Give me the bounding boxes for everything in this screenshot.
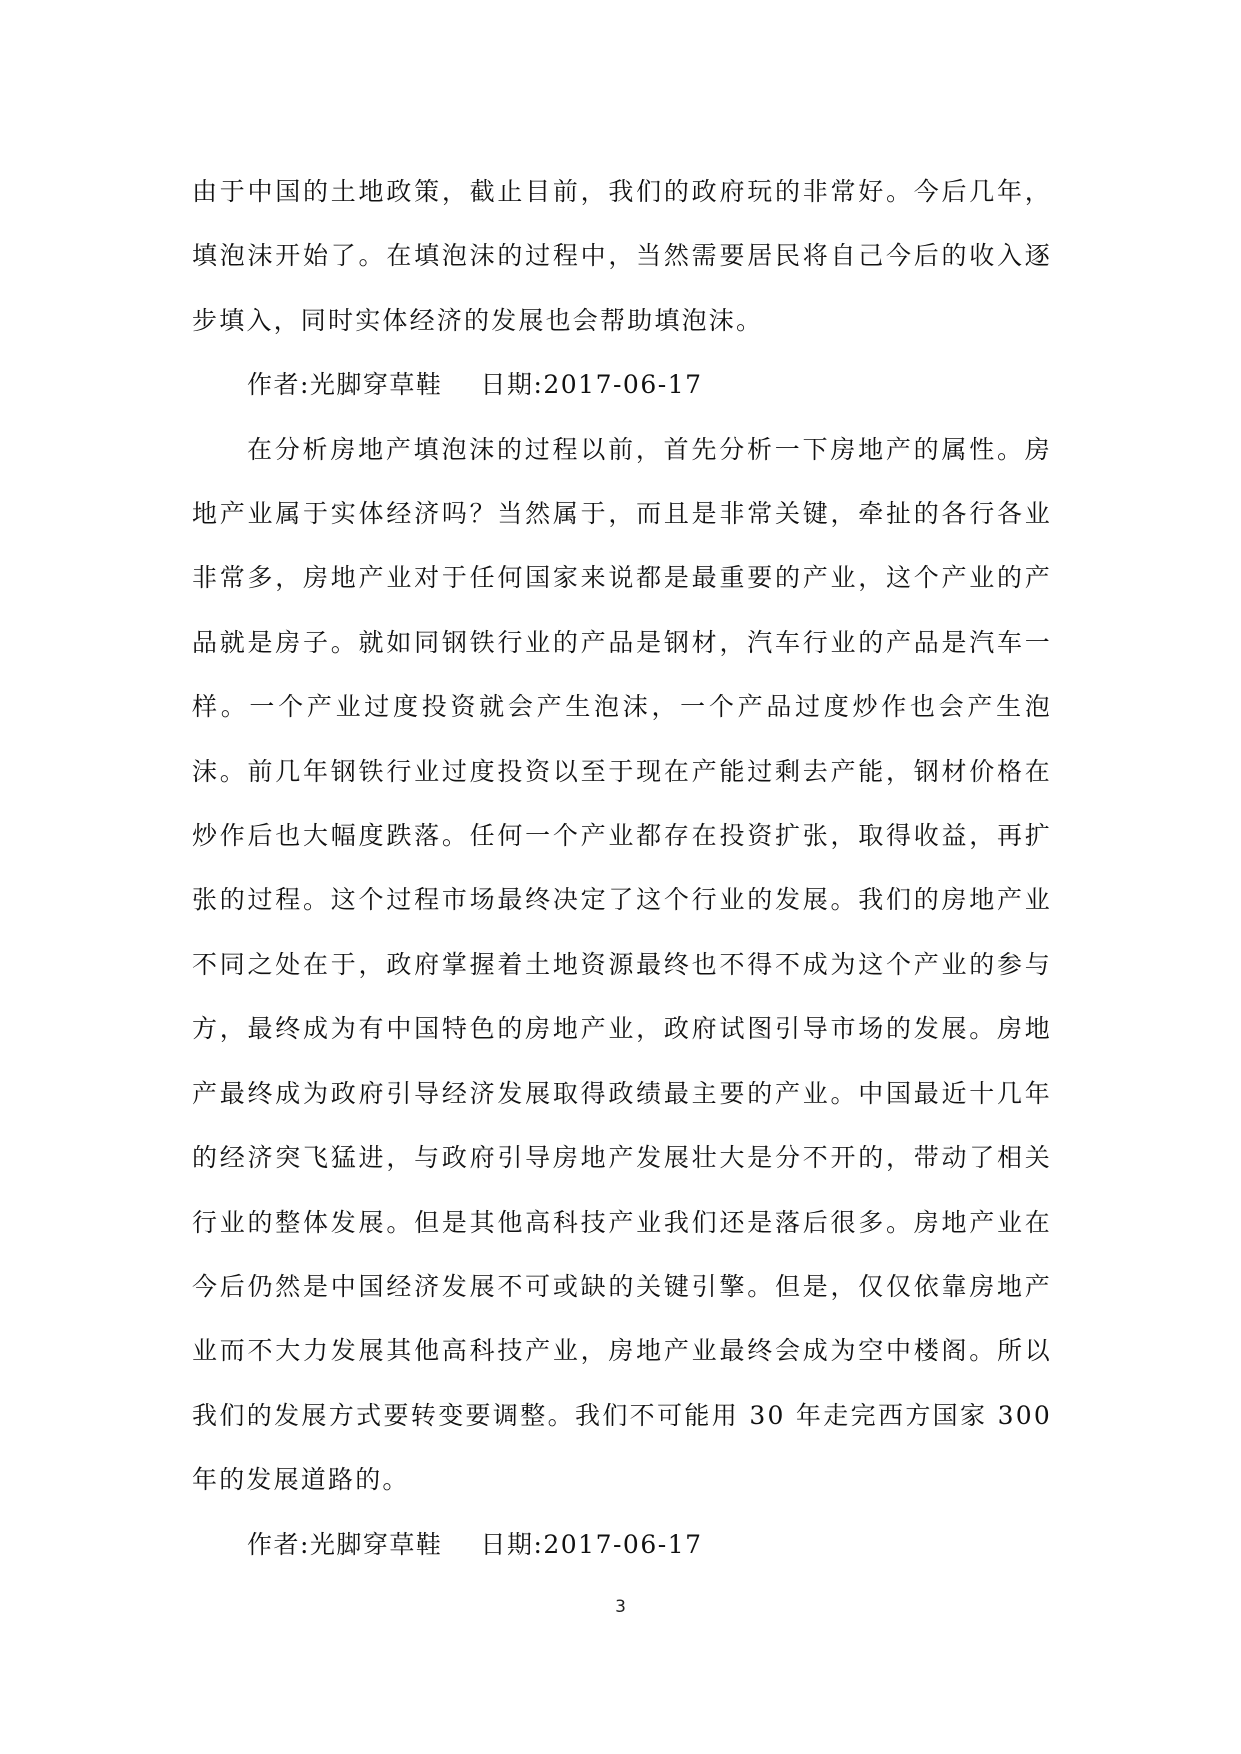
byline-author: 作者:光脚穿草鞋 bbox=[247, 370, 443, 400]
byline-date: 日期:2017-06-17 bbox=[480, 1529, 703, 1559]
byline-2 bbox=[192, 1513, 1052, 1577]
paragraph-main: 在分析房地产填泡沫的过程以前，首先分析一下房地产的属性。房地产业属于实体经济吗？当然属于，而且是非常关键，牵扯的各行各业非常多，房地产业对于任何国家来说都是最重要的产业，这个产业的产品就是房子。就如同钢铁行业的产品是钢材，汽车行业的产品是汽车一样。一个产业过度投资就会产生泡沫，一个产品过度炒作也会产生泡沫。前几年钢铁行业过度投资以至于现在产能过剩去产能，钢材价格在炒作后也大幅度跌落。任何一个产业都存在投资扩张，取得收益，再扩张的过程。这个过程市场最终决定了这个行业的发展。我们的房地产业不同之处在于，政府掌握着土地资源最终也不得不成为这个产业的参与方，最终成为有中国特色的房地产业，政府试图引导市场的发展。房地产最终成为政府引导经济发展取得政绩最主要的产业。中国最近十几年的经济突飞猛进，与政府引导房地产发展壮大是分不开的，带动了相关行业的整体发展。但是其他高科技产业我们还是落后很多。房地产业在今后仍然是中国经济发展不可或缺的关键引擎。但是，仅仅依靠房地产业而不大力发展其他高科技产业，房地产业最终会成为空中楼阁。所以我们的发展方式要转变要调整。我们不可能用 30 年走完西方国家 300 年的发展道路的。 bbox=[192, 434, 1052, 1495]
page-number: 3 bbox=[615, 1597, 626, 1617]
byline-date: 日期:2017-06-17 bbox=[480, 370, 703, 400]
paragraph-intro: 由于中国的土地政策，截止目前，我们的政府玩的非常好。今后几年，填泡沫开始了。在填泡沫的过程中，当然需要居民将自己今后的收入逐步填入，同时实体经济的发展也会帮助填泡沫。 bbox=[192, 177, 1052, 335]
byline-1 bbox=[192, 353, 1052, 417]
document-body bbox=[192, 160, 1052, 1577]
byline-author: 作者:光脚穿草鞋 bbox=[247, 1529, 443, 1559]
